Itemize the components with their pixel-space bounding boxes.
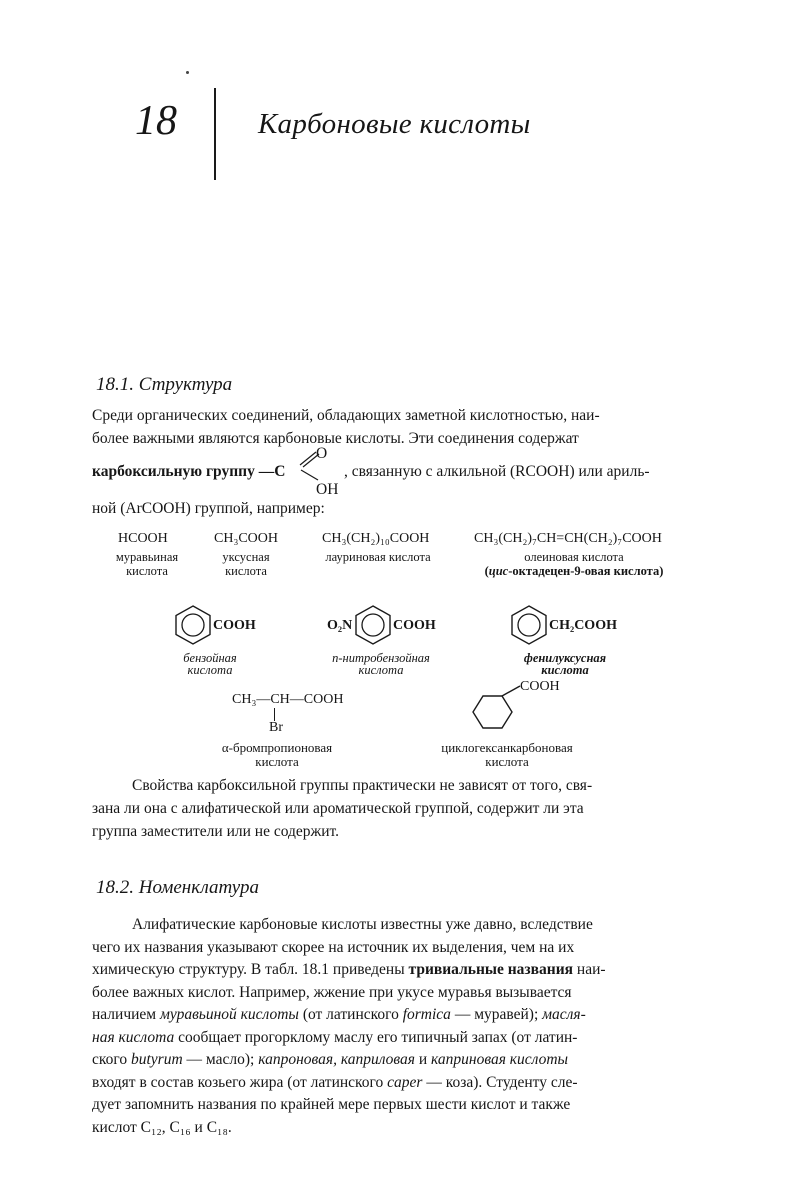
benzene-ring-icon bbox=[352, 604, 394, 646]
caption-line: кислота bbox=[358, 663, 404, 677]
caption-line: бензойная bbox=[183, 651, 237, 665]
carboxyl-group-lead: карбоксильную группу —С bbox=[92, 463, 286, 480]
caption-line: (цис-октадецен-9-овая кислота) bbox=[484, 564, 664, 578]
text-line: зана ли она с алифатической или ароматической группой, содержит ли эта bbox=[92, 800, 584, 817]
text-line: Алифатические карбоновые кислоты известны уже давно, вследствие bbox=[132, 916, 593, 933]
caption-line: лауриновая кислота bbox=[325, 550, 431, 564]
caption-line: п-нитробензойная bbox=[332, 651, 430, 665]
caption-line: α-бромпропионовая bbox=[221, 740, 333, 755]
text-line: более важными являются карбоновые кислоты. Эти соединения содержат bbox=[92, 430, 579, 447]
formula-lauric: CH₃(CH₂)₁₀COOH bbox=[322, 531, 430, 546]
caption-bromopropionic bbox=[212, 741, 342, 769]
formula-nitro-prefix: O₂N bbox=[327, 618, 353, 633]
carboxyl-group-line bbox=[92, 445, 712, 498]
caption-benzoic bbox=[160, 652, 260, 676]
caption-line: фенилуксусная bbox=[523, 651, 607, 665]
section-heading-nomenclature: 18.2. Номенклатура bbox=[96, 877, 259, 898]
chapter-divider bbox=[214, 88, 216, 180]
caption-line: кислота bbox=[541, 663, 589, 677]
text-line: Свойства карбоксильной группы практически не зависят от того, свя- bbox=[132, 777, 593, 794]
formula-nitrobenzoic-group: COOH bbox=[393, 618, 436, 633]
caption-nitrobenzoic bbox=[316, 652, 446, 676]
text-line: более важных кислот. Например, жжение при укусе муравья вызывается bbox=[92, 983, 572, 1001]
formula-phenylacetic-group: CH₂COOH bbox=[549, 618, 617, 633]
caption-phenylacetic bbox=[510, 652, 620, 676]
chapter-title: Карбоновые кислоты bbox=[258, 108, 531, 140]
caption-line: кислота bbox=[187, 663, 233, 677]
caption-oleic bbox=[470, 550, 678, 578]
caption-line: кислота bbox=[126, 564, 168, 578]
caption-line: кислота bbox=[255, 754, 299, 769]
intro-paragraph-end bbox=[92, 497, 706, 520]
caption-line: муравьиная bbox=[115, 550, 179, 564]
caption-line: кислота bbox=[225, 564, 267, 578]
caption-line: циклогексанкарбоновая bbox=[441, 740, 573, 755]
caption-acetic bbox=[202, 550, 290, 578]
formula-bromopropionic: CH₃—CH—COOH bbox=[232, 692, 344, 707]
chapter-number: 18 bbox=[135, 98, 177, 144]
text-line: чего их названия указывают скорее на источник их выделения, чем на их bbox=[92, 938, 575, 956]
carboxyl-oxygen: O bbox=[316, 445, 328, 462]
formula-formic: HCOOH bbox=[118, 531, 168, 546]
decorative-dot bbox=[186, 71, 189, 74]
text-line: наличием муравьиной кислоты (от латинского formica — муравей); масля- bbox=[92, 1006, 586, 1023]
text-line: кислот C₁₂, C₁₆ и C₁₈. bbox=[92, 1118, 232, 1136]
formula-cyclohexane-group: COOH bbox=[520, 679, 560, 694]
properties-paragraph bbox=[92, 774, 706, 843]
text-line: дует запомнить названия по крайней мере первых шести кислот и также bbox=[92, 1096, 571, 1113]
formula-acetic: CH₃COOH bbox=[214, 531, 278, 546]
text-line: группа заместители или не содержит. bbox=[92, 823, 340, 840]
formula-oleic: CH₃(CH₂)₇CH=CH(CH₂)₇COOH bbox=[474, 531, 662, 546]
text-line: входят в состав козьего жира (от латинского caper — коза). Студенту сле- bbox=[92, 1073, 578, 1091]
caption-line: кислота bbox=[485, 754, 529, 769]
intro-paragraph bbox=[92, 404, 706, 450]
nomenclature-paragraph bbox=[92, 914, 706, 1139]
caption-cyclohexanecarboxylic bbox=[424, 741, 590, 769]
section-heading-structure: 18.1. Структура bbox=[96, 374, 233, 395]
formula-benzoic-group: COOH bbox=[213, 618, 256, 633]
text-line: химическую структуру. В табл. 18.1 приведены тривиальные названия наи- bbox=[92, 961, 606, 978]
benzene-ring-icon bbox=[508, 604, 550, 646]
caption-lauric bbox=[312, 550, 444, 564]
benzene-ring-icon bbox=[172, 604, 214, 646]
text-line: ной (ArCOOH) группой, например: bbox=[92, 500, 325, 517]
carboxyl-group-tail: , связанную с алкильной (RCOOH) или ариль- bbox=[344, 463, 650, 480]
formula-bromine: Br bbox=[269, 720, 283, 735]
text-line: ского butyrum — масло); капроновая, каприловая и каприновая кислоты bbox=[92, 1051, 569, 1068]
text-line: Среди органических соединений, обладающих заметной кислотностью, наи- bbox=[92, 407, 600, 424]
caption-formic bbox=[100, 550, 194, 578]
carboxyl-hydroxyl: OH bbox=[316, 481, 339, 498]
caption-line: олеиновая кислота bbox=[524, 550, 624, 564]
text-line: ная кислота сообщает прогорклому маслу его типичный запах (от латин- bbox=[92, 1028, 578, 1046]
caption-line: уксусная bbox=[222, 550, 270, 564]
